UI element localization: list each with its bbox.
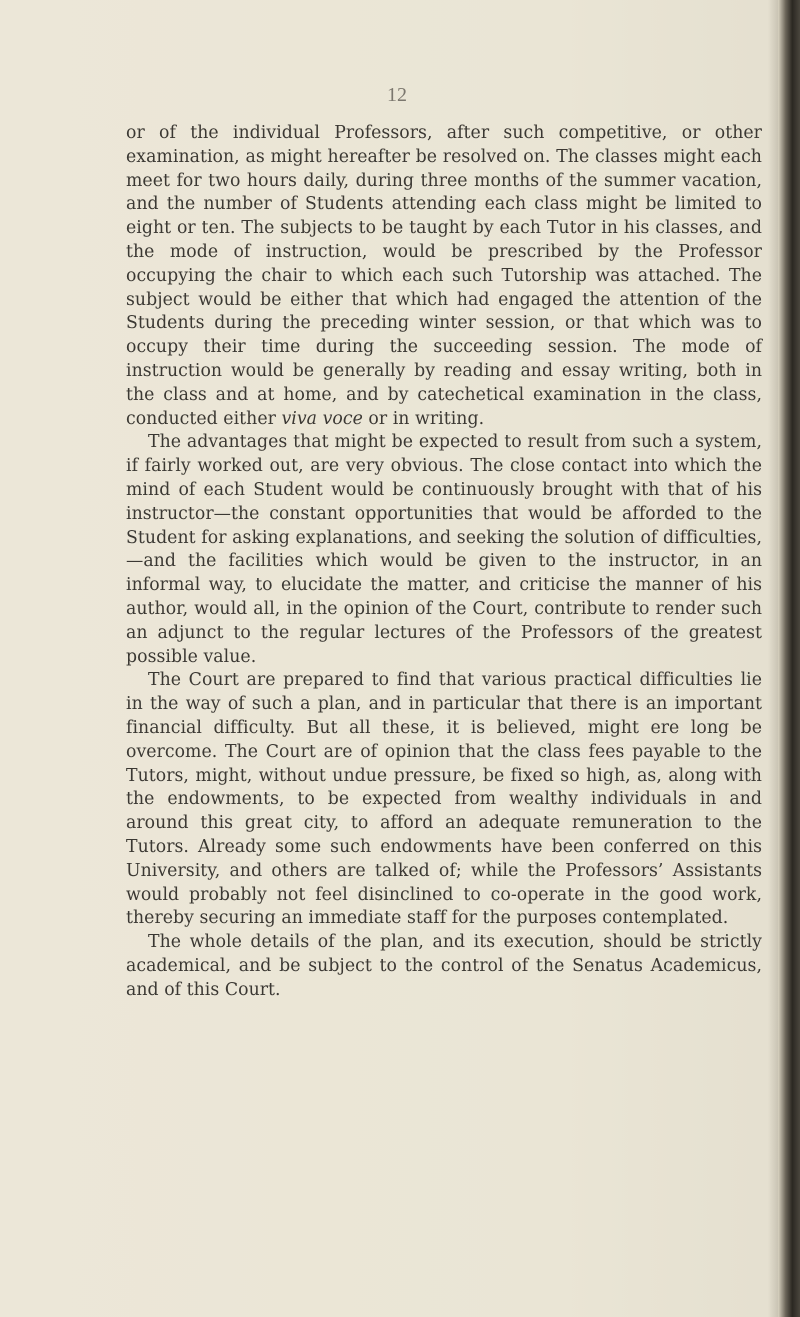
- book-spine-edge: [778, 0, 800, 1317]
- text-segment: The whole details of the plan, and its execution, should be strictly academical, and be subject to the control of the Senatus Academicus, and of this Court.: [126, 932, 762, 1000]
- page-edge-shadow: [768, 0, 778, 1317]
- text-segment: or in writing.: [362, 408, 485, 429]
- text-segment: or of the individual Professors, after such competitive, or other examination, as might hereafter be resolved on. The classes might each meet for two hours daily, during three months of the summer vacation, and the number of Students attending each class might be limited to eight or ten. The subjects to be taught by each Tutor in his classes, and the mode of instruction, would be prescribed by the Professor occupying the chair to which each such Tutorship was attached. The subject would be either that which had engaged the attention of the Students during the preceding winter session, or that which was to occupy their time during the succeeding session. The mode of instruction would be generally by reading and essay writing, both in the class and at home, and by catechetical examination in the class, conducted either: [126, 123, 762, 429]
- page-number: 12: [387, 84, 407, 106]
- paragraph-4: [126, 931, 762, 1002]
- italic-phrase: viva voce: [281, 408, 363, 429]
- text-segment: The Court are prepared to find that various practical difficulties lie in the way of such a plan, and in particular that there is an important financial difficulty. But all these, it is believed, might ere long be overcome. The Court are of opinion that the class fees payable to the Tutors, might, without undue pressure, be fixed so high, as, along with the endowments, to be expected from wealthy individuals in and around this great city, to afford an adequate remuneration to the Tutors. Already some such endowments have been conferred on this University, and others are talked of; while the Professors’ Assistants would probably not feel disinclined to co-operate in the good work, thereby securing an immediate staff for the purposes contemplated.: [126, 670, 762, 929]
- paragraph-3: [126, 669, 762, 931]
- body-text: [126, 122, 762, 1002]
- paragraph-2: [126, 431, 762, 669]
- text-segment: The advantages that might be expected to result from such a system, if fairly worked out, are very obvious. The close contact into which the mind of each Student would be continuously brought with that of his instructor—the constant opportunities that would be afforded to the Student for asking explanations, and seeking the solution of difficulties,—and the facilities which would be given to the instructor, in an informal way, to elucidate the matter, and criticise the manner of his author, would all, in the opinion of the Court, contribute to render such an adjunct to the regular lectures of the Professors of the greatest possible value.: [126, 432, 762, 667]
- paragraph-1: [126, 122, 762, 431]
